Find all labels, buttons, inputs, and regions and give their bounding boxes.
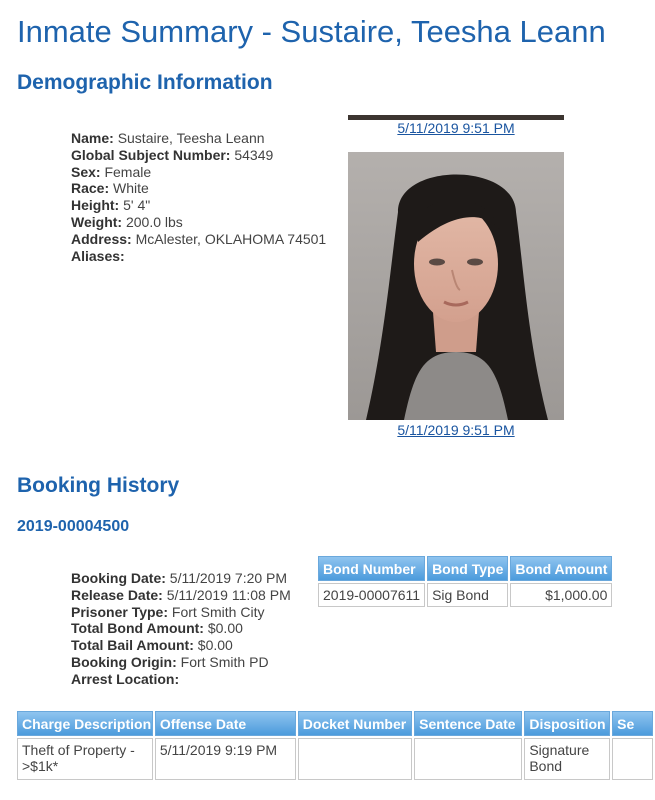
sentence-date-cell [414, 738, 522, 780]
arrest-location-row [71, 671, 291, 688]
release-date-value: 5/11/2019 11:08 PM [166, 586, 291, 603]
column-header[interactable]: Charge Description [17, 711, 153, 736]
field-label: Sex: [71, 163, 101, 180]
field-label: Name: [71, 130, 114, 146]
booking-date-value: 5/11/2019 7:20 PM [169, 570, 288, 586]
photo-date-link[interactable]: 5/11/2019 9:51 PM [397, 120, 515, 136]
field-label: Global Subject Number: [71, 146, 231, 163]
table-row [318, 583, 612, 607]
bond-table-header-row [318, 556, 612, 581]
field-label: Prisoner Type: [71, 603, 168, 620]
field-label: Total Bail Amount: [71, 637, 194, 654]
total-bond-amount-value: $0.00 [207, 620, 243, 637]
sentence-cell [612, 738, 653, 780]
booking-history-heading: Booking History [17, 474, 180, 497]
column-header[interactable]: Se [612, 711, 653, 736]
sex-value: Female [104, 163, 152, 180]
address-value: McAlester, OKLAHOMA 74501 [135, 230, 327, 247]
column-header[interactable]: Docket Number [298, 711, 412, 736]
offense-date-cell: 5/11/2019 9:19 PM [155, 738, 296, 780]
field-label: Weight: [71, 213, 123, 230]
column-header[interactable]: Disposition [524, 711, 610, 736]
field-label: Address: [71, 230, 132, 247]
charge-table [15, 709, 655, 782]
booking-origin-value: Fort Smith PD [180, 653, 269, 670]
weight-value: 200.0 lbs [125, 213, 183, 230]
column-header[interactable]: Bond Type [427, 556, 508, 581]
height-row [71, 197, 326, 214]
column-header[interactable]: Offense Date [155, 711, 296, 736]
global-subject-number-row [71, 147, 326, 164]
release-date-row [71, 587, 291, 604]
mugshot-image [348, 152, 564, 420]
field-label: Release Date: [71, 586, 163, 603]
charge-description-cell: Theft of Property - >$1k* [17, 738, 153, 780]
bond-type-cell: Sig Bond [427, 583, 508, 607]
docket-number-cell [298, 738, 412, 780]
race-row [71, 180, 326, 197]
field-label: Aliases: [71, 247, 125, 264]
aliases-row [71, 248, 326, 265]
bond-table [316, 554, 614, 609]
weight-row [71, 214, 326, 231]
total-bond-amount-row [71, 620, 291, 637]
sex-row [71, 164, 326, 181]
total-bail-amount-value: $0.00 [197, 637, 233, 654]
height-value: 5' 4" [123, 197, 151, 214]
mugshot-photo[interactable] [348, 152, 564, 420]
column-header[interactable]: Bond Number [318, 556, 425, 581]
charge-table-header-row [17, 711, 653, 736]
column-header[interactable]: Bond Amount [510, 556, 612, 581]
prisoner-type-value: Fort Smith City [171, 603, 265, 620]
field-label: Total Bond Amount: [71, 620, 204, 637]
table-row [17, 738, 653, 780]
field-label: Arrest Location: [71, 670, 180, 687]
booking-origin-row [71, 654, 291, 671]
booking-date-row [71, 570, 291, 587]
bond-amount-cell: $1,000.00 [510, 583, 612, 607]
field-label: Booking Date: [71, 570, 166, 586]
field-label: Race: [71, 180, 110, 197]
booking-info [71, 570, 291, 688]
photo-date-link[interactable]: 5/11/2019 9:51 PM [397, 422, 515, 438]
name-row [71, 130, 326, 147]
column-header[interactable]: Sentence Date [414, 711, 522, 736]
booking-number: 2019-00004500 [17, 518, 130, 535]
page-title: Inmate Summary - Sustaire, Teesha Leann [17, 14, 606, 49]
address-row [71, 231, 326, 248]
demographic-heading: Demographic Information [17, 71, 273, 94]
demographic-info [71, 130, 326, 264]
prisoner-type-row [71, 604, 291, 621]
disposition-cell: Signature Bond [524, 738, 610, 780]
race-value: White [113, 180, 149, 197]
global-subject-number-value: 54349 [234, 146, 274, 163]
total-bail-amount-row [71, 637, 291, 654]
field-label: Booking Origin: [71, 653, 177, 670]
bond-number-cell: 2019-00007611 [318, 583, 425, 607]
name-value: Sustaire, Teesha Leann [117, 130, 265, 146]
field-label: Height: [71, 197, 120, 214]
